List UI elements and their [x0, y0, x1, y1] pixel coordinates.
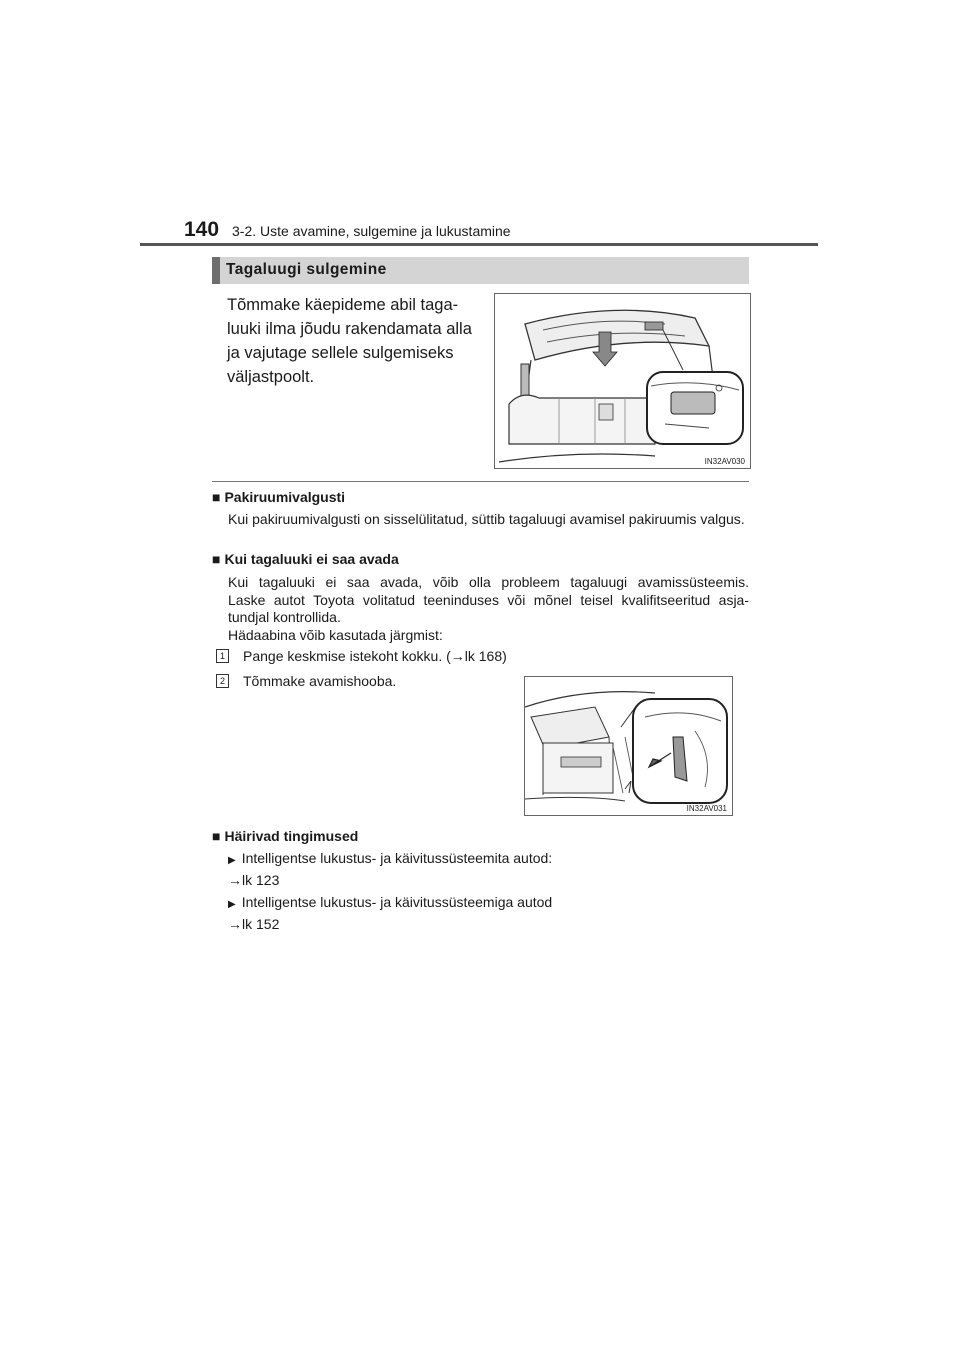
- note-heading-lamp: [212, 489, 345, 505]
- intro-line: ja vajutage sellele sulgemiseks: [227, 344, 454, 362]
- note-text-lamp: Kui pakiruumivalgusti on sisselülitatud, süttib tagaluugi avamisel pakiruumis valgus.: [228, 511, 745, 527]
- triangle-bullet-icon: ▶: [228, 855, 236, 866]
- section-heading-bar: [212, 257, 220, 284]
- malfunction-bullet: [228, 850, 552, 870]
- trunk-lid-illustration: [494, 293, 751, 469]
- release-lever-drawing: [525, 677, 732, 815]
- step-text: Pange keskmise istekoht kokku. (→lk 168): [243, 648, 507, 664]
- triangle-bullet-icon: ▶: [228, 899, 236, 910]
- note-heading-text: Pakiruumivalgusti: [224, 489, 346, 505]
- intro-line: Tõmmake käepideme abil taga-: [227, 296, 459, 314]
- release-lever-illustration: [524, 676, 733, 816]
- note-line: Laske autot Toyota volitatud teeninduses või mõnel teisel kvalifitseeritud asja-: [228, 591, 749, 608]
- page-reference: →lk 152: [228, 916, 280, 932]
- header-rule: [140, 243, 818, 246]
- note-line: tundjal kontrollida.: [228, 609, 341, 625]
- trunk-lid-drawing: [495, 294, 750, 468]
- note-heading-malfunction: [212, 828, 358, 844]
- note-line: Kui tagaluuki ei saa avada, võib olla probleem tagaluugi avamissüsteemis.: [228, 574, 749, 590]
- square-bullet-icon: ■: [212, 551, 221, 567]
- step-2: [216, 673, 396, 689]
- bullet-text: Intelligentse lukustus- ja käivitussüsteemiga autod: [241, 894, 553, 910]
- figure-code: IN32AV030: [704, 457, 745, 466]
- step-1: [216, 648, 507, 664]
- breadcrumb: 3-2. Uste avamine, sulgemine ja lukustamine: [232, 223, 511, 239]
- step-number: 1: [216, 649, 229, 663]
- note-heading-cannot-open: [212, 551, 399, 567]
- step-number: 2: [216, 674, 229, 688]
- step-text: Tõmmake avamishooba.: [243, 673, 397, 689]
- malfunction-bullet: [228, 894, 552, 914]
- section-title: Tagaluugi sulgemine: [226, 261, 387, 278]
- section-heading: [212, 257, 749, 284]
- intro-line: luuki ilma jõudu rakendamata alla: [227, 320, 472, 338]
- bullet-text: Intelligentse lukustus- ja käivitussüsteemita autod:: [241, 850, 553, 866]
- note-heading-text: Häirivad tingimused: [224, 828, 359, 844]
- section-divider: [212, 481, 749, 482]
- note-line: Hädaabina võib kasutada järgmist:: [228, 626, 443, 643]
- note-heading-text: Kui tagaluuki ei saa avada: [224, 551, 399, 567]
- note-text-cannot-open: [228, 574, 749, 644]
- square-bullet-icon: ■: [212, 828, 221, 844]
- figure-code: IN32AV031: [686, 804, 727, 813]
- page-reference: →lk 123: [228, 872, 280, 888]
- square-bullet-icon: ■: [212, 489, 221, 505]
- intro-text: [227, 293, 478, 389]
- page-number: 140: [184, 218, 220, 241]
- intro-line: väljastpoolt.: [227, 368, 315, 386]
